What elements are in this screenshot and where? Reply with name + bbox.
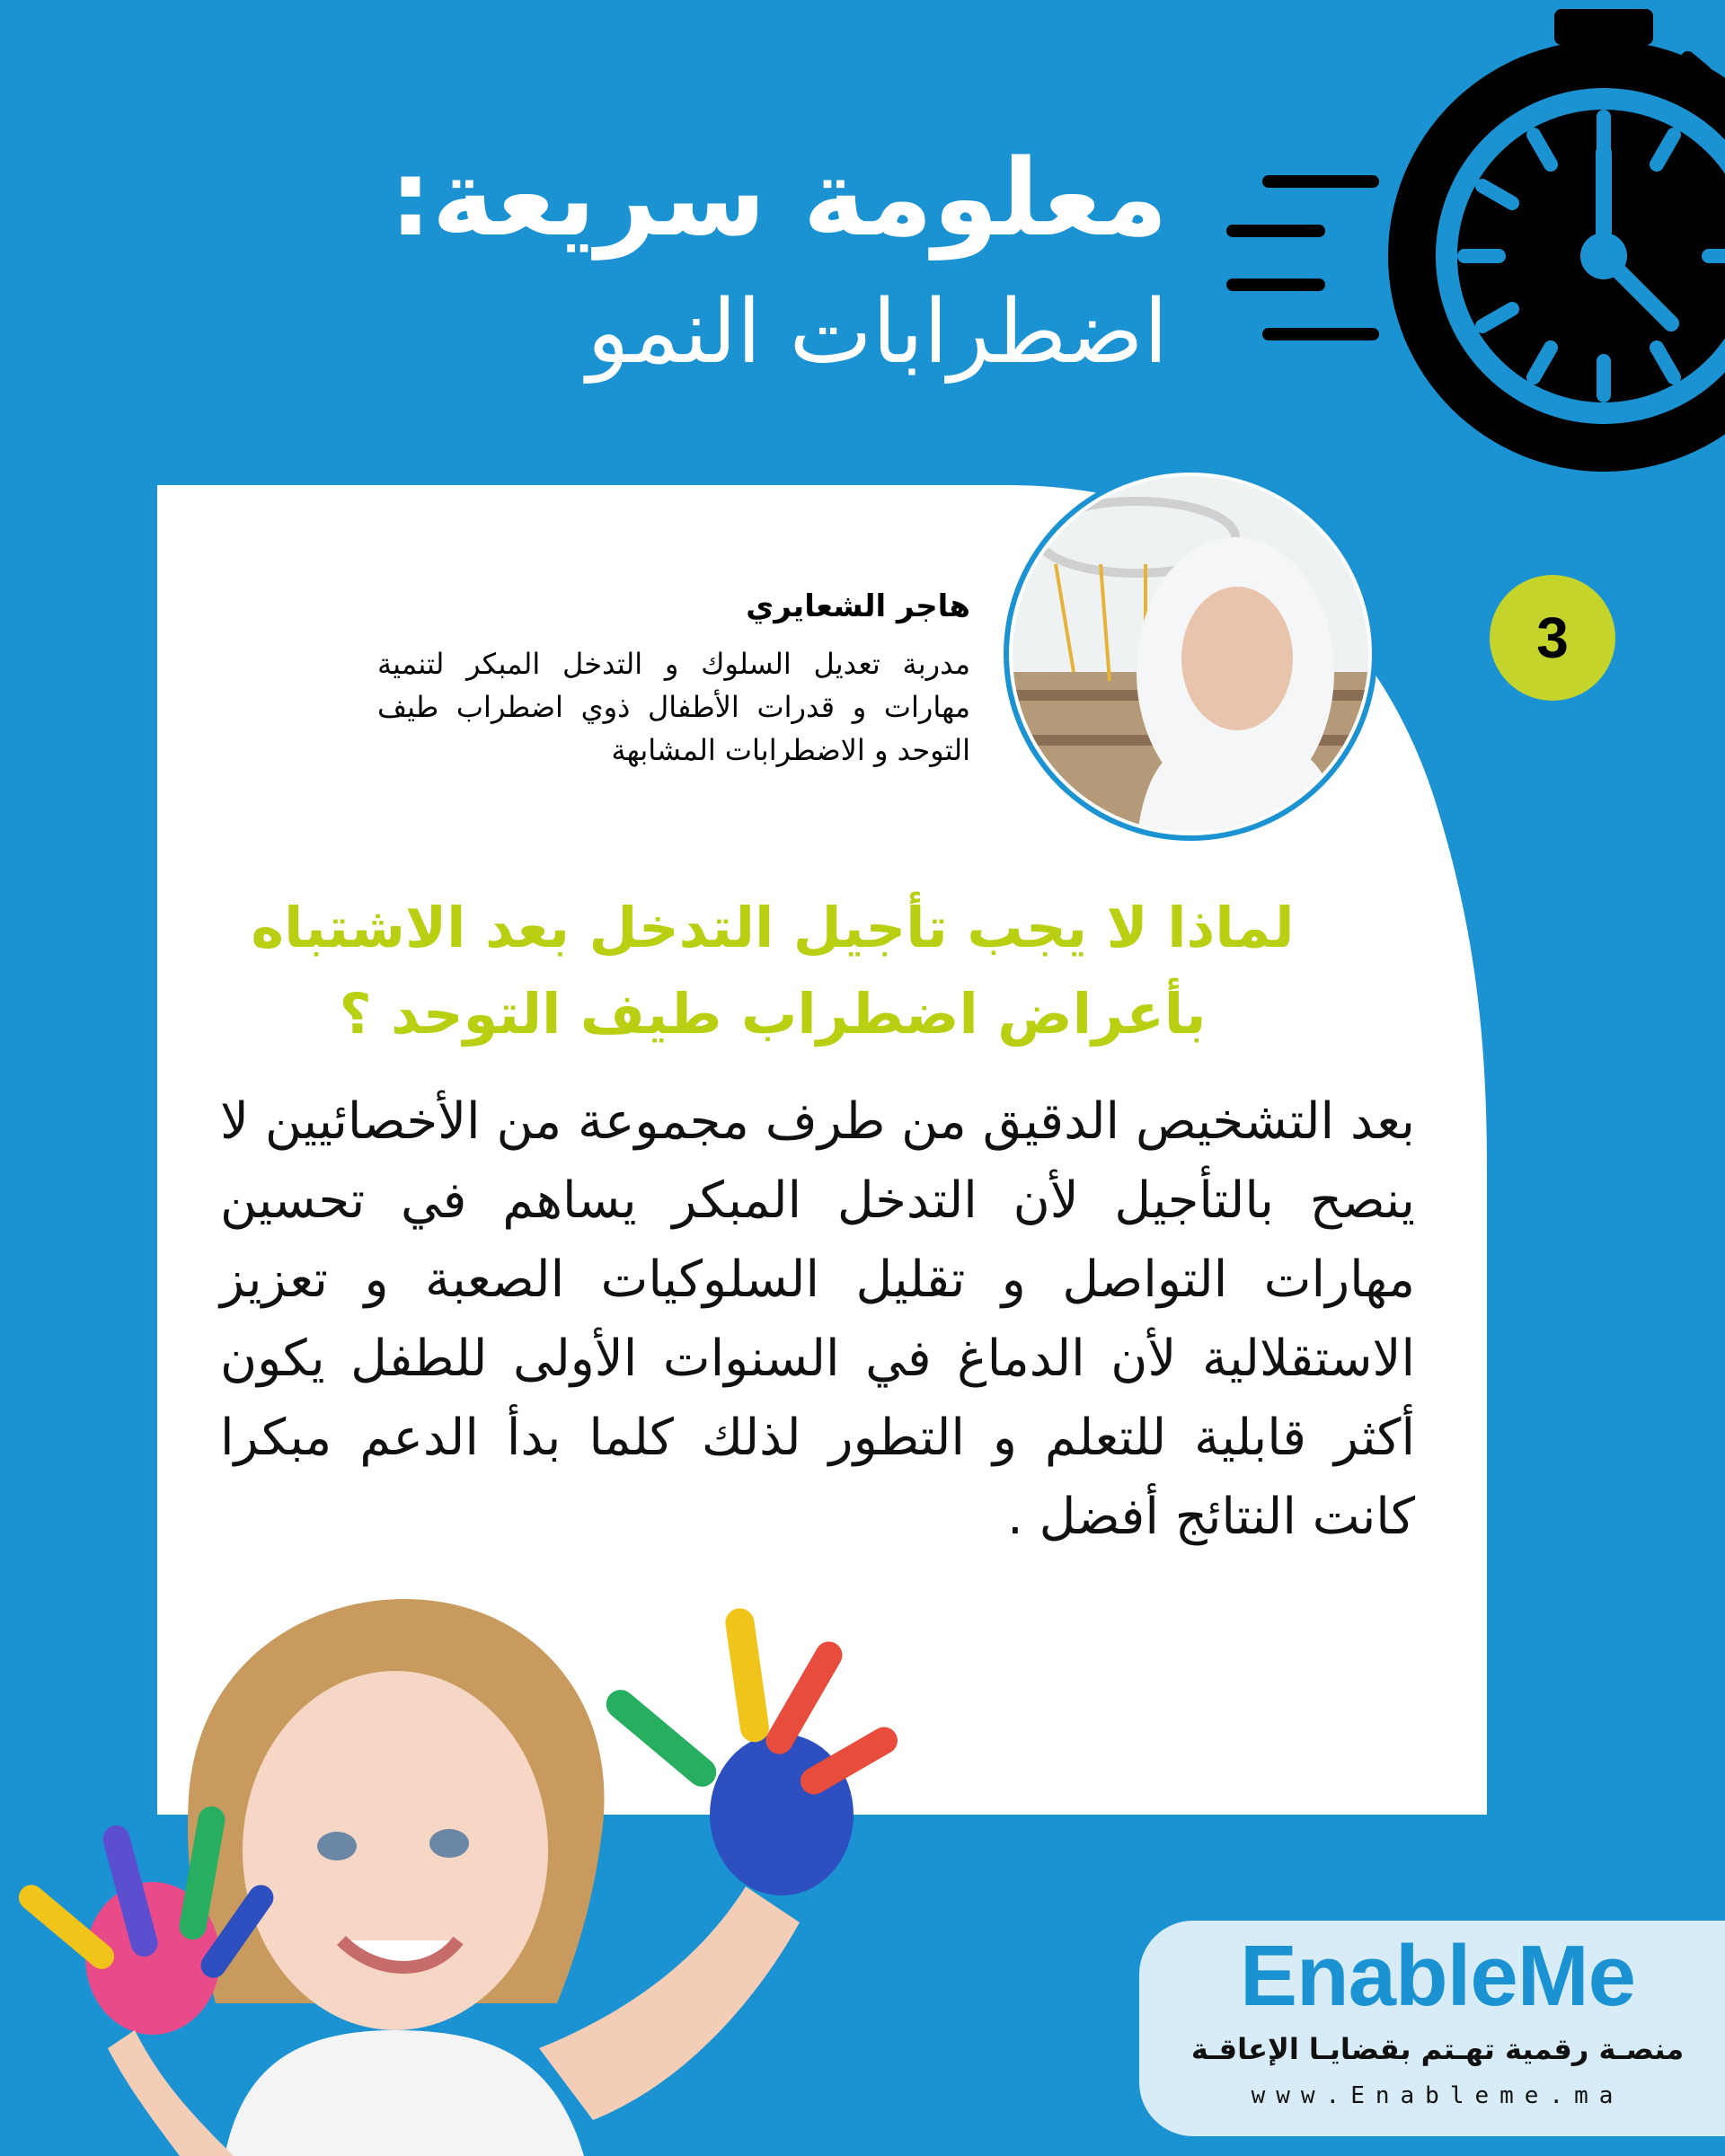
body-text: بعد التشخيص الدقيق من طرف مجموعة من الأخصائيين لا ينصح بالتأجيل لأن التدخل المبكر يساهم في تحسين مهارات التواصل و تقليل السلوكيات الصعبة و تعزيز الاستقلالية لأن الدماغ في السنوات الأولى للطفل يكون أكثر قابلية للتعلم و التطور لذلك كلما بدأ الدعم مبكرا كانت النتائج أفضل . <box>220 1092 1415 1546</box>
page-title: معلومة سريعة: <box>389 136 1168 260</box>
stopwatch-icon <box>1384 0 1725 476</box>
speed-lines-icon <box>1226 171 1388 350</box>
author-name: هاجر الشعايري <box>746 588 970 624</box>
logo-wordmark: EnableMe <box>1239 1928 1636 2024</box>
logo-tagline: منصـة رقمية تهـتم بقضايـا الإعاقـة <box>1190 2032 1685 2066</box>
page-subtitle: اضطرابات النمو <box>587 281 1168 384</box>
question-heading: لماذا لا يجب تأجيل التدخل بعد الاشتباه بأعراض اضطراب طيف التوحد ؟ <box>251 895 1295 1047</box>
author-role: مدربة تعديل السلوك و التدخل المبكر لتنمية مهارات و قدرات الأطفال ذوي اضطراب طيف التوحد و الاضطرابات المشابهة <box>377 647 970 767</box>
child-photo <box>0 1581 988 2156</box>
author-avatar <box>1002 465 1379 843</box>
logo-url: www.Enableme.ma <box>1251 2082 1624 2109</box>
number-badge: 3 <box>1490 575 1615 701</box>
